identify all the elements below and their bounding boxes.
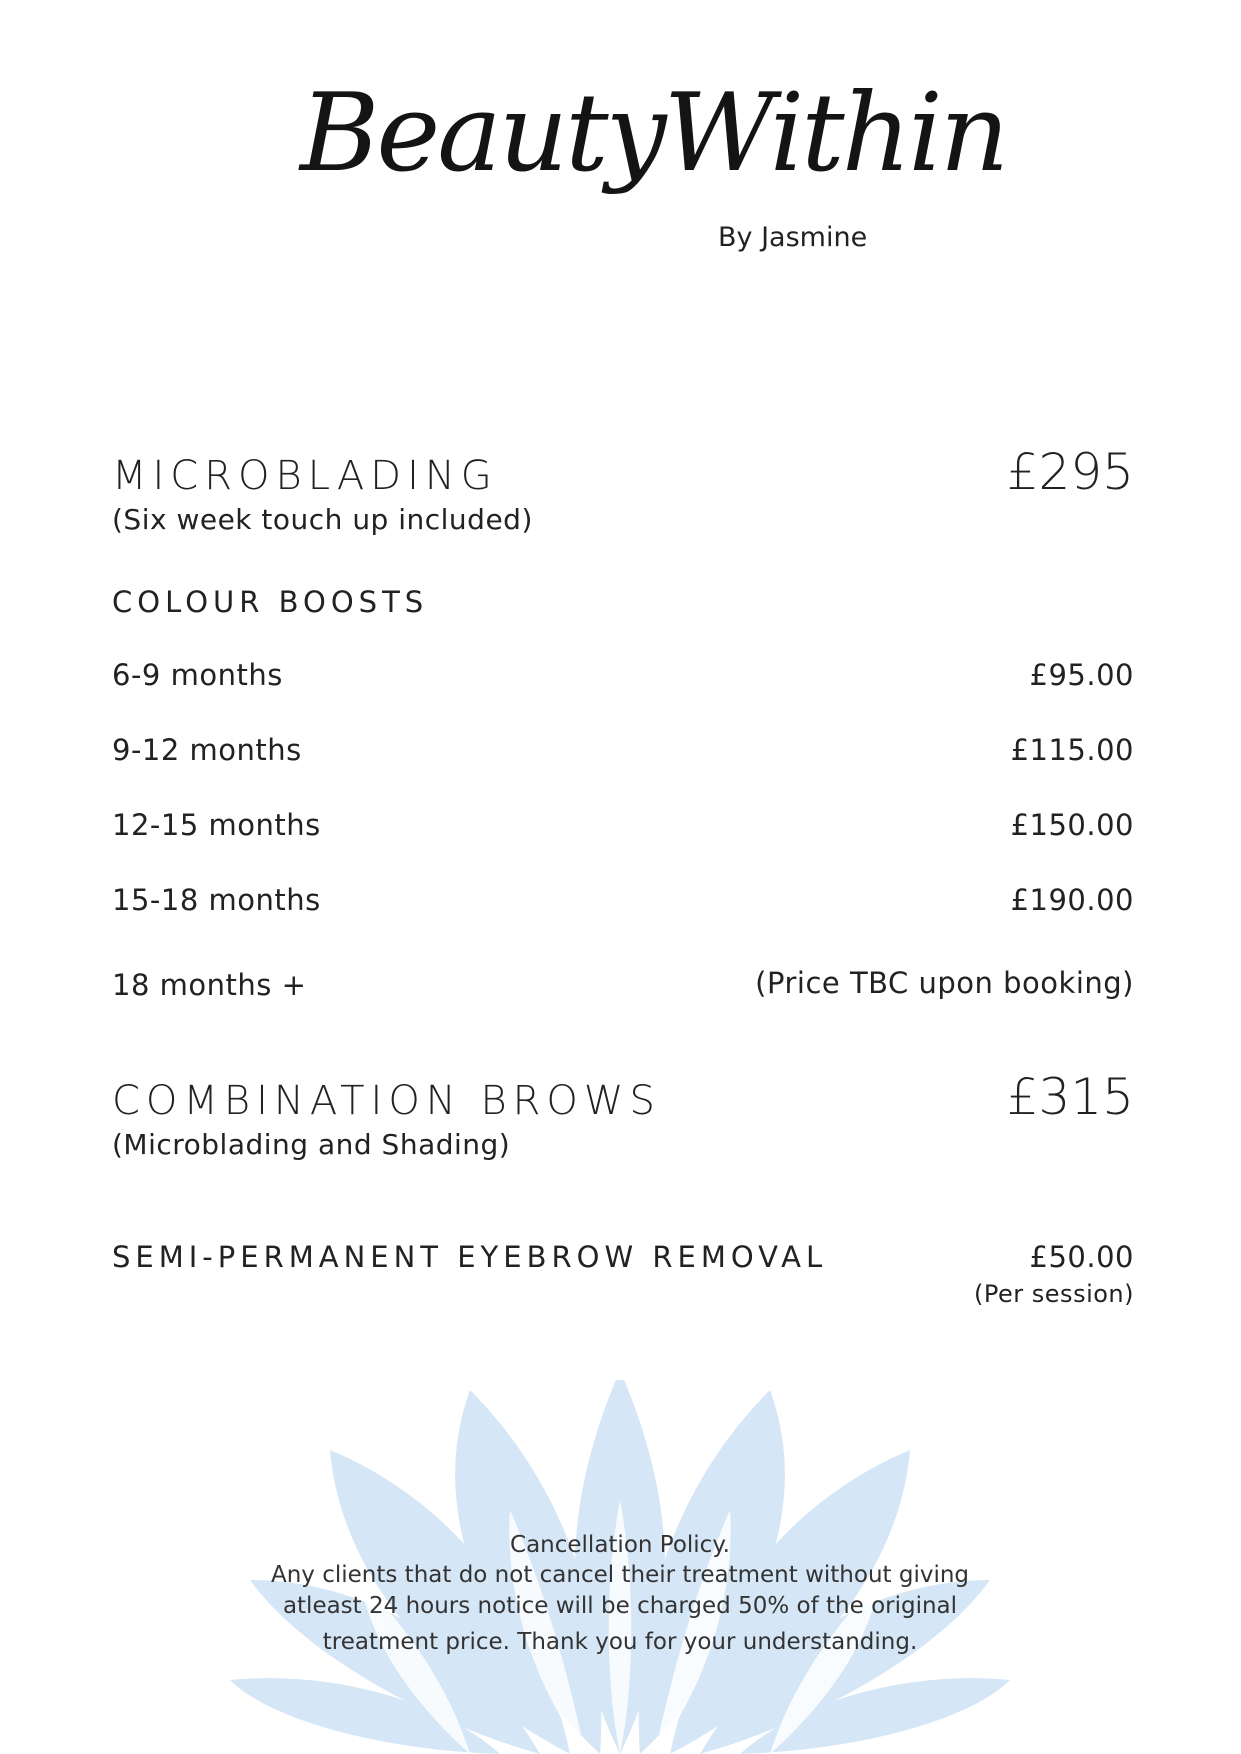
- policy-line: Any clients that do not cancel their treatment without giving: [270, 1562, 970, 1588]
- boost-price: £150.00: [1010, 808, 1134, 842]
- policy-title: Cancellation Policy.: [510, 1532, 730, 1558]
- boost-duration: 12-15 months: [112, 808, 321, 842]
- combination-title: COMBINATION BROWS: [112, 1078, 661, 1124]
- brand-logo: [300, 71, 1007, 270]
- microblading-section: [112, 445, 1134, 535]
- boost-price: £115.00: [1010, 733, 1134, 767]
- colour-boosts-section: [112, 585, 1134, 625]
- boost-duration: 9-12 months: [112, 733, 302, 767]
- policy-line: atleast 24 hours notice will be charged 50% of the original: [282, 1593, 958, 1619]
- colour-boosts-heading: COLOUR BOOSTS: [112, 585, 429, 619]
- combination-subtitle: (Microblading and Shading): [112, 1128, 511, 1161]
- microblading-title: MICROBLADING: [112, 453, 498, 499]
- microblading-price: £295: [1006, 443, 1134, 501]
- combination-brows-section: [112, 1070, 1134, 1160]
- microblading-subtitle: (Six week touch up included): [112, 503, 533, 536]
- policy-line: treatment price. Thank you for your understanding.: [322, 1629, 918, 1655]
- list-item: [112, 808, 1134, 848]
- list-item: [112, 733, 1134, 773]
- combination-price: £315: [1006, 1068, 1134, 1126]
- removal-price: £50.00: [1029, 1240, 1134, 1274]
- boost-price: £190.00: [1010, 883, 1134, 917]
- boost-duration: 6-9 months: [112, 658, 283, 692]
- boost-price: (Price TBC upon booking): [755, 966, 1134, 1000]
- boost-price: £95.00: [1029, 658, 1134, 692]
- boost-duration: 15-18 months: [112, 883, 321, 917]
- list-item: [112, 883, 1134, 923]
- removal-note: (Per session): [974, 1280, 1134, 1308]
- eyebrow-removal-section: [112, 1240, 1134, 1320]
- brand-name: BeautyWithin: [300, 71, 1007, 196]
- removal-title: SEMI-PERMANENT EYEBROW REMOVAL: [112, 1240, 828, 1274]
- boost-duration: 18 months +: [112, 968, 307, 1002]
- cancellation-policy: [220, 1530, 1020, 1658]
- list-item: [112, 968, 1134, 1008]
- brand-subtitle: By Jasmine: [718, 222, 868, 253]
- list-item: [112, 658, 1134, 698]
